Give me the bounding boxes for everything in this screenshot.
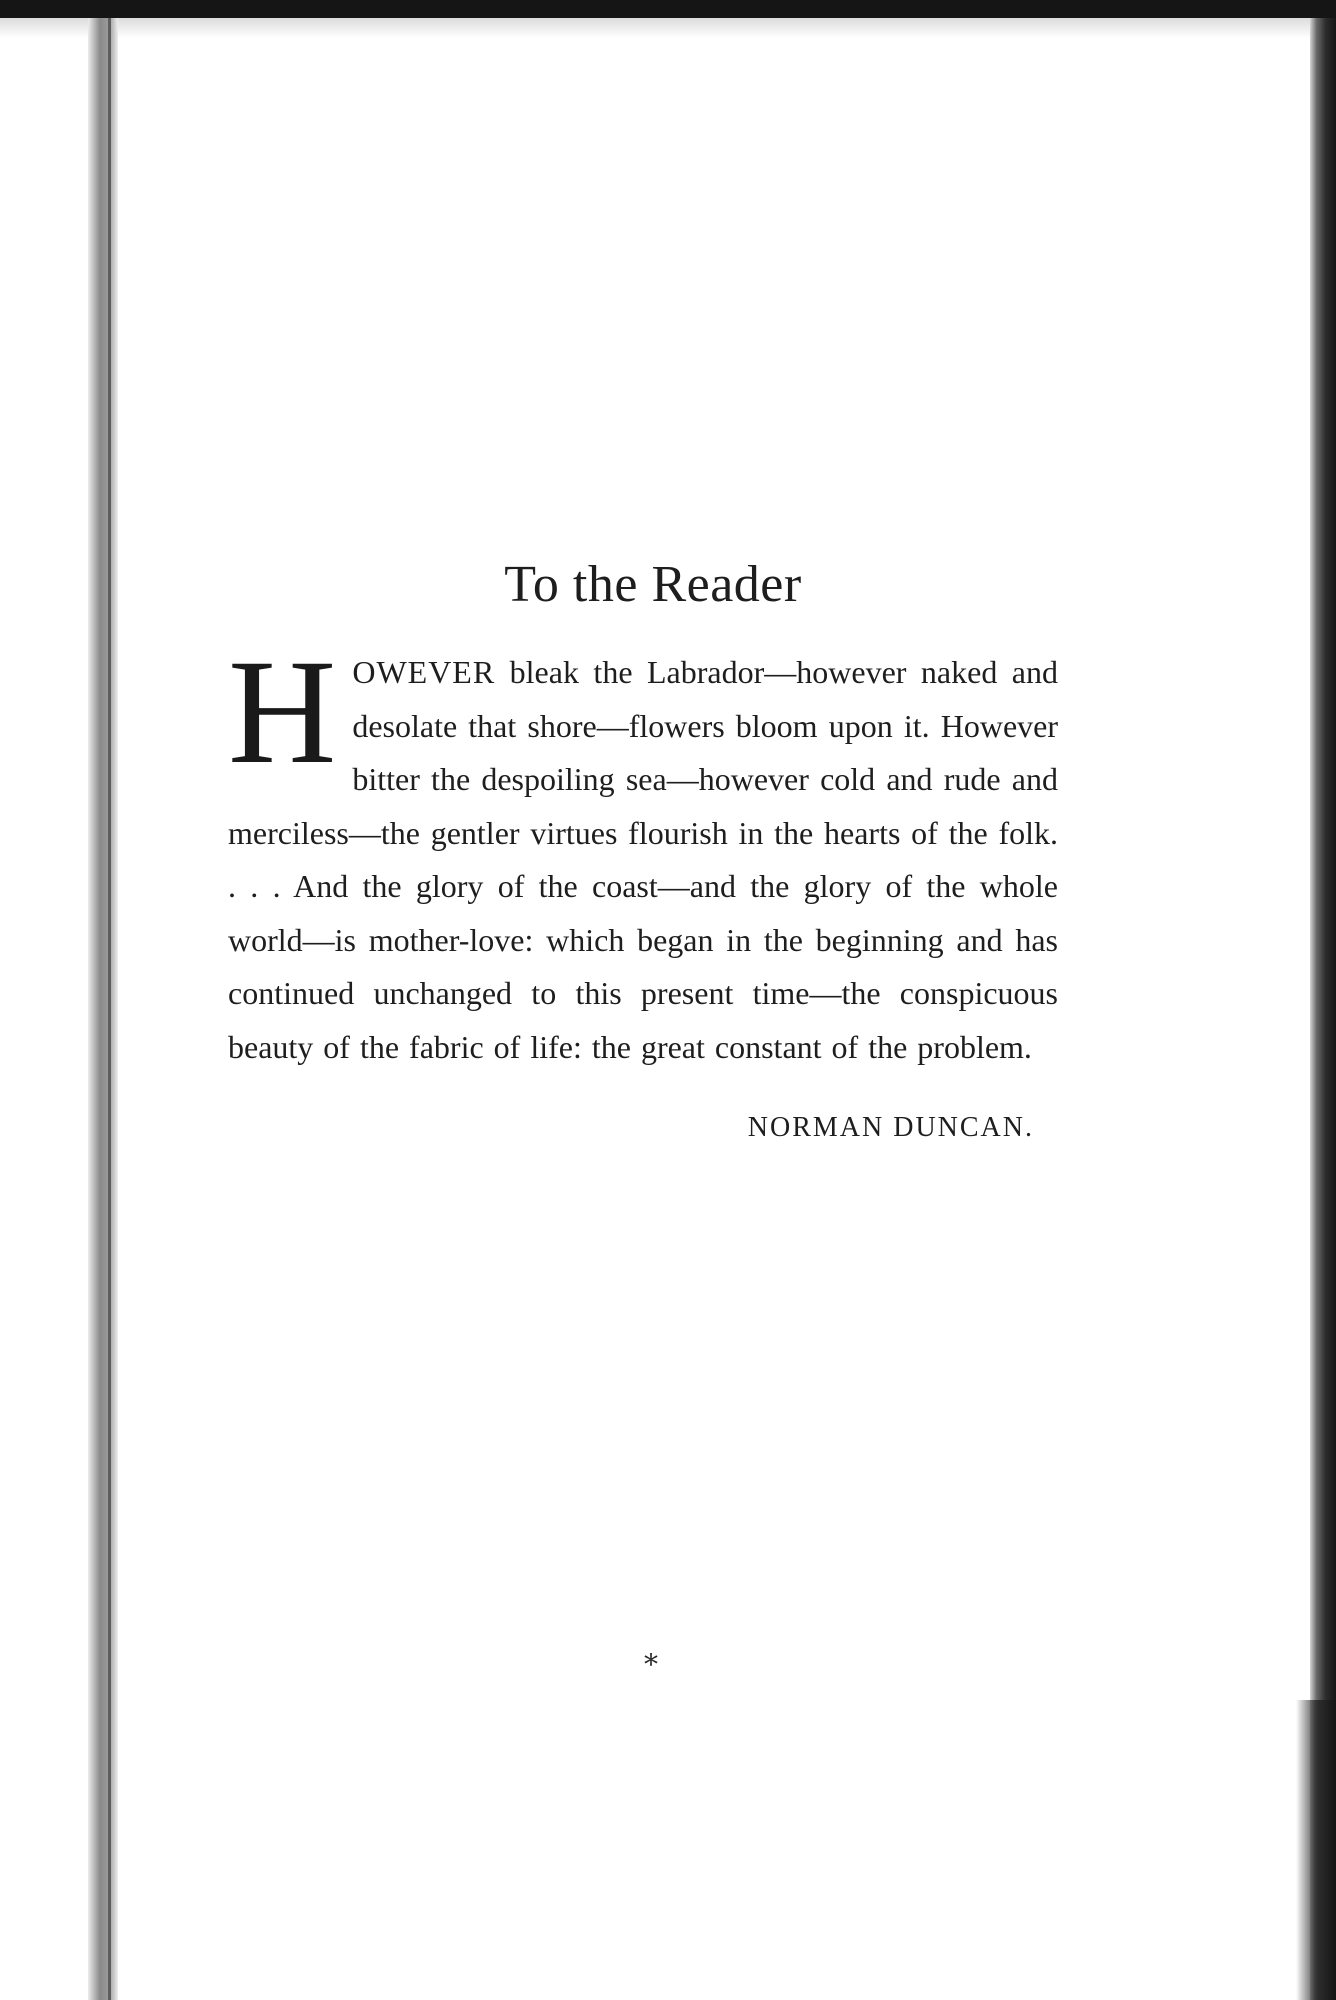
top-scan-border — [0, 0, 1336, 18]
preface-passage — [228, 629, 1058, 1074]
right-edge-cover — [1296, 1700, 1336, 2000]
author-signature: NORMAN DUNCAN. — [747, 1112, 1034, 1143]
top-shadow — [0, 18, 1336, 38]
asterisk-ornament: * — [644, 1648, 658, 1681]
page-title: To the Reader — [504, 556, 802, 613]
drop-cap: H — [228, 629, 337, 795]
gutter-line — [108, 18, 111, 2000]
page-content — [228, 555, 1058, 1144]
first-word: OWEVER — [352, 654, 496, 690]
passage-body: bleak the Labrador—however naked and desolate that shore—flowers bloom upon it. However bitter the despoiling sea—however cold and rude and merciless—the gentler virtues flourish in the hearts of the folk. . . . And the glory of the coast—and the glory of the whole world—is mother-love: which began in the beginning and has continued unchanged to this present time—the conspicuous beauty of the fabric of life: the great constant of the problem. — [228, 654, 1058, 1065]
book-gutter-shadow — [88, 18, 118, 2000]
